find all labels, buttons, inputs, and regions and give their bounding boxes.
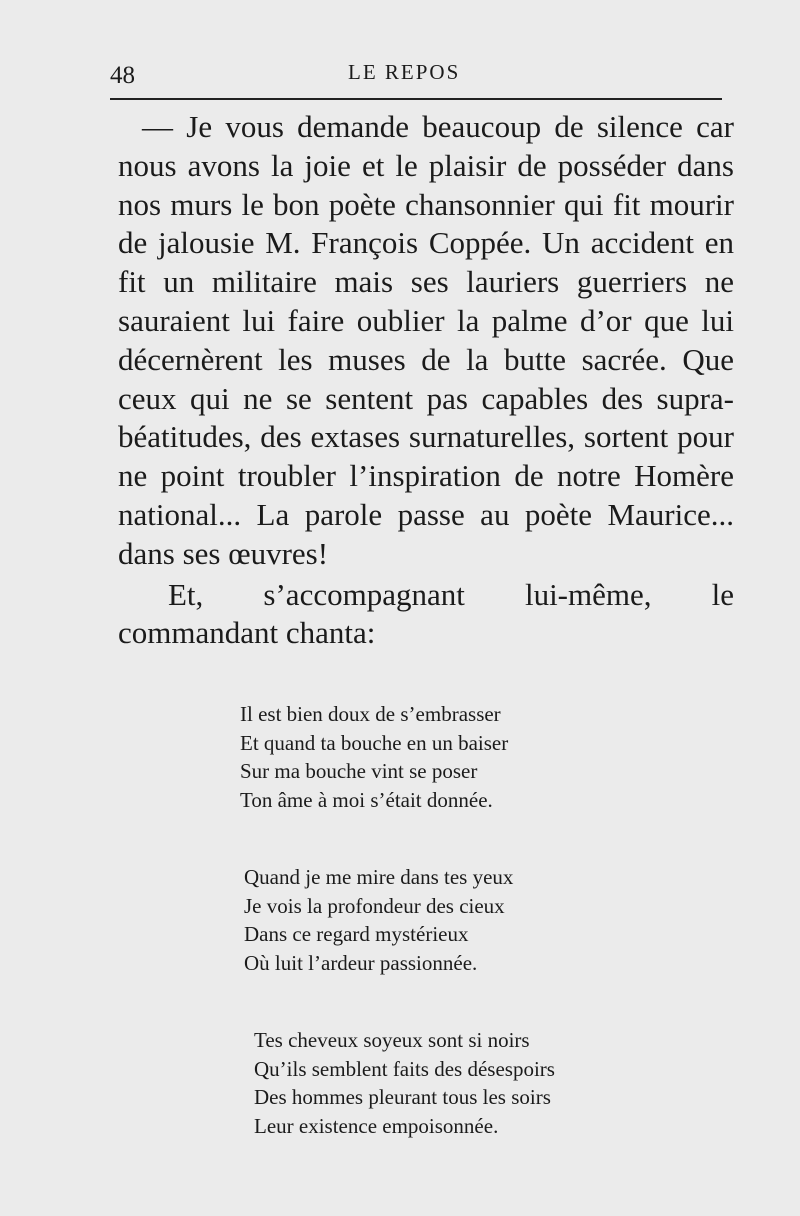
verse-line: Dans ce regard mystérieux: [244, 922, 469, 946]
verse-line: Tes cheveux soyeux sont si noirs: [254, 1028, 530, 1052]
stanza: [244, 863, 660, 977]
verse-line: Et quand ta bouche en un baiser: [240, 730, 509, 755]
verse-line: Leur existence empoisonnée.: [254, 1113, 499, 1138]
running-header: [110, 58, 722, 100]
paragraph-speech: — Je vous demande beaucoup de silence car nous avons la joie et le plaisir de posséder dans nos murs le bon poète chansonnier qui fit mourir de jalousie M. François Coppée. Un accident en fit un militaire mais ses lauriers guerriers ne sauraient lui faire oublier la palme d’or que lui décernèrent les muses de la butte sacrée. Que ceux qui ne se sentent pas capables des supra-béatitudes, des extases surnaturelles, sortent pour ne point troubler l’inspiration de notre Homère national... La parole passe au poète Maurice... dans ses œuvres!: [118, 109, 734, 571]
verse-line: Quand je me mire dans tes yeux: [244, 865, 514, 889]
verse-line: Je vois la profondeur des cieux: [244, 893, 505, 918]
verse-line: Sur ma bouche vint se poser: [240, 759, 478, 783]
stanza: [240, 700, 660, 814]
song-poem: [240, 700, 660, 1189]
verse-line: Ton âme à moi s’était donnée.: [240, 787, 493, 812]
verse-line: Qu’ils semblent faits des désespoirs: [254, 1056, 555, 1081]
page-number: 48: [110, 62, 135, 89]
verse-line: Où luit l’ardeur passionnée.: [244, 950, 478, 975]
prose-body: [118, 108, 734, 653]
verse-line: Il est bien doux de s’embrasser: [240, 702, 501, 726]
stanza: [254, 1026, 660, 1140]
running-title: LE REPOS: [348, 60, 461, 84]
paragraph-narration: Et, s’accompagnant lui-même, le commandant chanta:: [118, 576, 734, 651]
verse-line: Des hommes pleurant tous les soirs: [254, 1085, 551, 1109]
